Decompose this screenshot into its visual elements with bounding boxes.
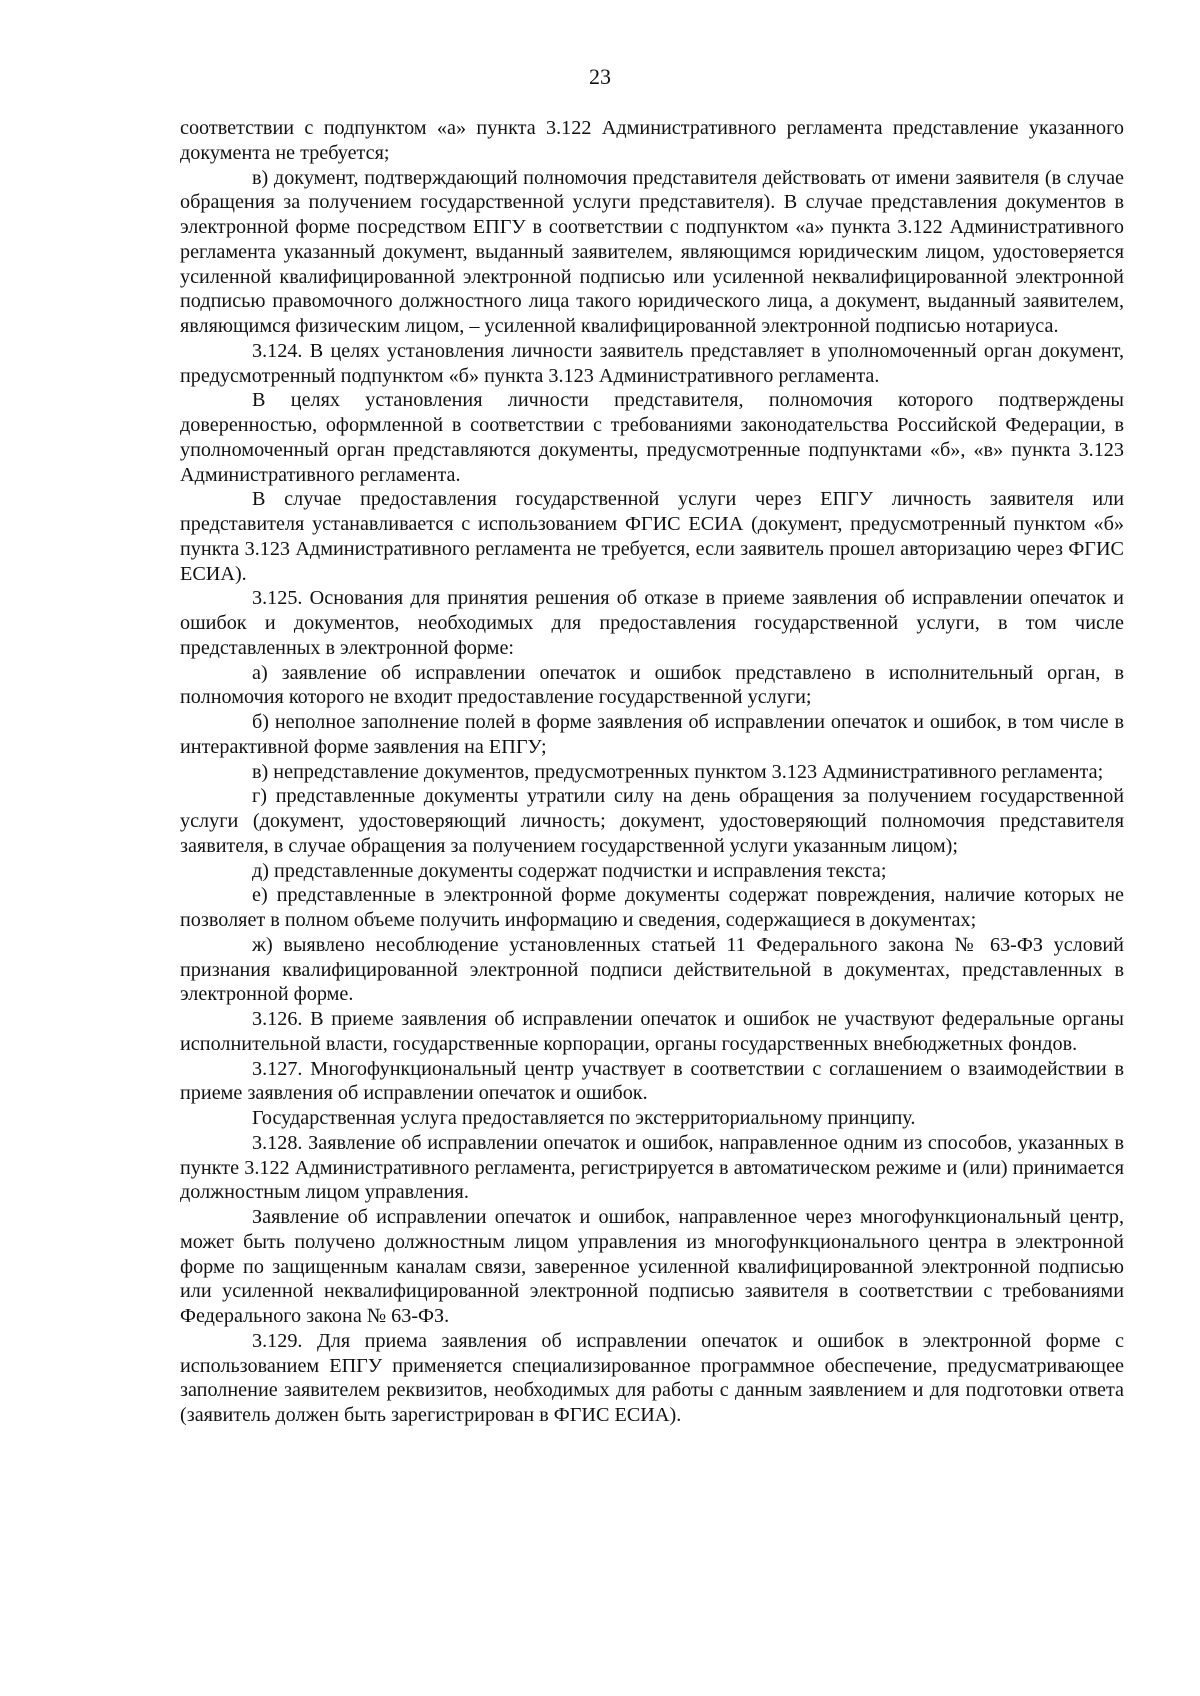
paragraph: Государственная услуга предоставляется по экстерриториальному принципу. — [252, 1107, 916, 1129]
paragraph: а) заявление об исправлении опечаток и ошибок представлено в исполнительный орган, в полномочия которого не входит предоставление государственной услуги; — [180, 661, 1124, 709]
paragraph: 3.129. Для приема заявления об исправлении опечаток и ошибок в электронной форме с использованием ЕПГУ применяется специализированное программное обеспечение, предусматривающее заполнение заявителем реквизитов, необходимых для работы с данным заявлением и для подготовки ответа (заявитель должен быть зарегистрирован в ФГИС ЕСИА). — [180, 1329, 1124, 1426]
paragraph: 3.126. В приеме заявления об исправлении опечаток и ошибок не участвуют федеральные органы исполнительной власти, государственные корпорации, органы государственных внебюджетных фондов. — [180, 1008, 1124, 1055]
paragraph: 3.125. Основания для принятия решения об отказе в приеме заявления об исправлении опечаток и ошибок и документов, необходимых для предоставления государственной услуги, в том числе представленных в электронной форме: — [180, 587, 1124, 659]
paragraph: в) непредставление документов, предусмотренных пунктом 3.123 Административного регламента; — [252, 760, 1104, 783]
paragraph: б) неполное заполнение полей в форме заявления об исправлении опечаток и ошибок, в том числе в интерактивной форме заявления на ЕПГУ; — [180, 711, 1124, 758]
page-number: 23 — [589, 64, 611, 89]
paragraph: г) представленные документы утратили силу на день обращения за получением государственной услуги (документ, удостоверяющий личность; документ, удостоверяющий полномочия представителя заявителя, в случае обращения за получением государственной услуги указанным лицом); — [180, 785, 1124, 857]
paragraph: д) представленные документы содержат подчистки и исправления текста; — [252, 859, 887, 882]
paragraph: 3.124. В целях установления личности заявитель представляет в уполномоченный орган документ, предусмотренный подпунктом «б» пункта 3.123 Административного регламента. — [180, 339, 1124, 387]
paragraph: в) документ, подтверждающий полномочия представителя действовать от имени заявителя (в случае обращения за получением государственной услуги представителя). В случае представления документов в электронной форме посредством ЕПГУ в соответствии с подпунктом «а» пункта 3.122 Административного регламента указанный документ, выданный заявителем, являющимся юридическим лицом, удостоверяется усиленной квалифицированной электронной подписью или усиленной неквалифицированной электронной подписью правомочного должностного лица такого юридического лица, а документ, выданный заявителем, являющимся физическим лицом, – усиленной квалифицированной электронной подписью нотариуса. — [180, 166, 1124, 337]
document-body — [180, 116, 1124, 1428]
paragraph: 3.127. Многофункциональный центр участвует в соответствии с соглашением о взаимодействии в приеме заявления об исправлении опечаток и ошибок. — [180, 1057, 1124, 1105]
paragraph: 3.128. Заявление об исправлении опечаток и ошибок, направленное одним из способов, указанных в пункте 3.122 Административного регламента, регистрируется в автоматическом режиме и (или) принимается должностным лицом управления. — [180, 1131, 1124, 1204]
paragraph: ж) выявлено несоблюдение установленных статьей 11 Федерального закона № 63-ФЗ условий признания квалифицированной электронной подписи действительной в документах, представленных в электронной форме. — [180, 933, 1124, 1006]
paragraph: В целях установления личности представителя, полномочия которого подтверждены доверенностью, оформленной в соответствии с требованиями законодательства Российской Федерации, в уполномоченный орган представляются документы, предусмотренные подпунктами «б», «в» пункта 3.123 Административного регламента. — [180, 389, 1124, 486]
paragraph: В случае предоставления государственной услуги через ЕПГУ личность заявителя или представителя устанавливается с использованием ФГИС ЕСИА (документ, предусмотренный пунктом «б» пункта 3.123 Административного регламента не требуется, если заявитель прошел авторизацию через ФГИС ЕСИА). — [180, 488, 1124, 585]
paragraph: Заявление об исправлении опечаток и ошибок, направленное через многофункциональный центр, может быть получено должностным лицом управления из многофункционального центра в электронной форме по защищенным каналам связи, заверенное усиленной квалифицированной электронной подписью или усиленной неквалифицированной электронной подписью заявителя в соответствии с требованиями Федерального закона № 63-ФЗ. — [180, 1206, 1124, 1327]
paragraph: е) представленные в электронной форме документы содержат повреждения, наличие которых не позволяет в полном объеме получить информацию и сведения, содержащиеся в документах; — [180, 884, 1124, 931]
paragraph: соответствии с подпунктом «а» пункта 3.122 Административного регламента представление указанного документа не требуется; — [180, 117, 1124, 164]
